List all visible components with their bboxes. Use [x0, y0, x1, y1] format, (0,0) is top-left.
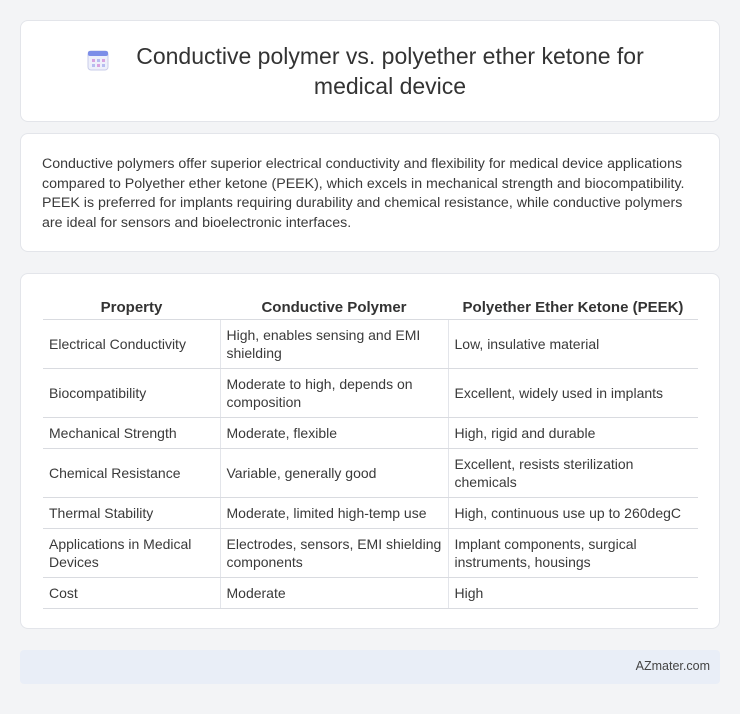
table-cell: Electrical Conductivity [43, 319, 220, 368]
table-cell: Moderate [220, 577, 448, 608]
table-cell: Variable, generally good [220, 448, 448, 497]
table-cell: Electrodes, sensors, EMI shielding components [220, 528, 448, 577]
column-header-peek: Polyether Ether Ketone (PEEK) [448, 296, 698, 319]
table-cell: High, continuous use up to 260degC [448, 497, 698, 528]
summary-text: Conductive polymers offer superior electrical conductivity and flexibility for medical device applications compared to Polyether ether ketone (PEEK), which excels in mechanical strength and biocompatibility. PEEK is preferred for implants requiring durability and chemical resistance, while conductive polymers are ideal for sensors and bioelectronic interfaces. [42, 156, 685, 231]
table-cell: High [448, 577, 698, 608]
table-cell: Implant components, surgical instruments, housings [448, 528, 698, 577]
summary-card [20, 133, 720, 252]
table-cell: Thermal Stability [43, 497, 220, 528]
table-cell: Mechanical Strength [43, 417, 220, 448]
table-cell: Excellent, resists sterilization chemicals [448, 448, 698, 497]
table-row [43, 417, 698, 448]
table-row [43, 528, 698, 577]
table-cell: Moderate to high, depends on composition [220, 368, 448, 417]
table-cell: Moderate, flexible [220, 417, 448, 448]
table-row [43, 448, 698, 497]
table-cell: High, enables sensing and EMI shielding [220, 319, 448, 368]
table-header-row [43, 296, 698, 319]
table-cell: Moderate, limited high-temp use [220, 497, 448, 528]
table-row [43, 319, 698, 368]
table-cell: Low, insulative material [448, 319, 698, 368]
comparison-table-card [20, 273, 720, 629]
title-card [20, 20, 720, 122]
table-cell: Biocompatibility [43, 368, 220, 417]
table-cell: High, rigid and durable [448, 417, 698, 448]
table-row [43, 577, 698, 608]
table-row [43, 368, 698, 417]
table-cell: Applications in Medical Devices [43, 528, 220, 577]
page-title: Conductive polymer vs. polyether ether ketone for medical device [136, 43, 644, 99]
column-header-property: Property [43, 296, 220, 319]
table-cell: Excellent, widely used in implants [448, 368, 698, 417]
footer-bar [20, 650, 720, 684]
table-cell: Chemical Resistance [43, 448, 220, 497]
footer-brand: AZmater.com [635, 659, 710, 673]
table-cell: Cost [43, 577, 220, 608]
comparison-table [43, 296, 698, 609]
column-header-conductive-polymer: Conductive Polymer [220, 296, 448, 319]
table-row [43, 497, 698, 528]
